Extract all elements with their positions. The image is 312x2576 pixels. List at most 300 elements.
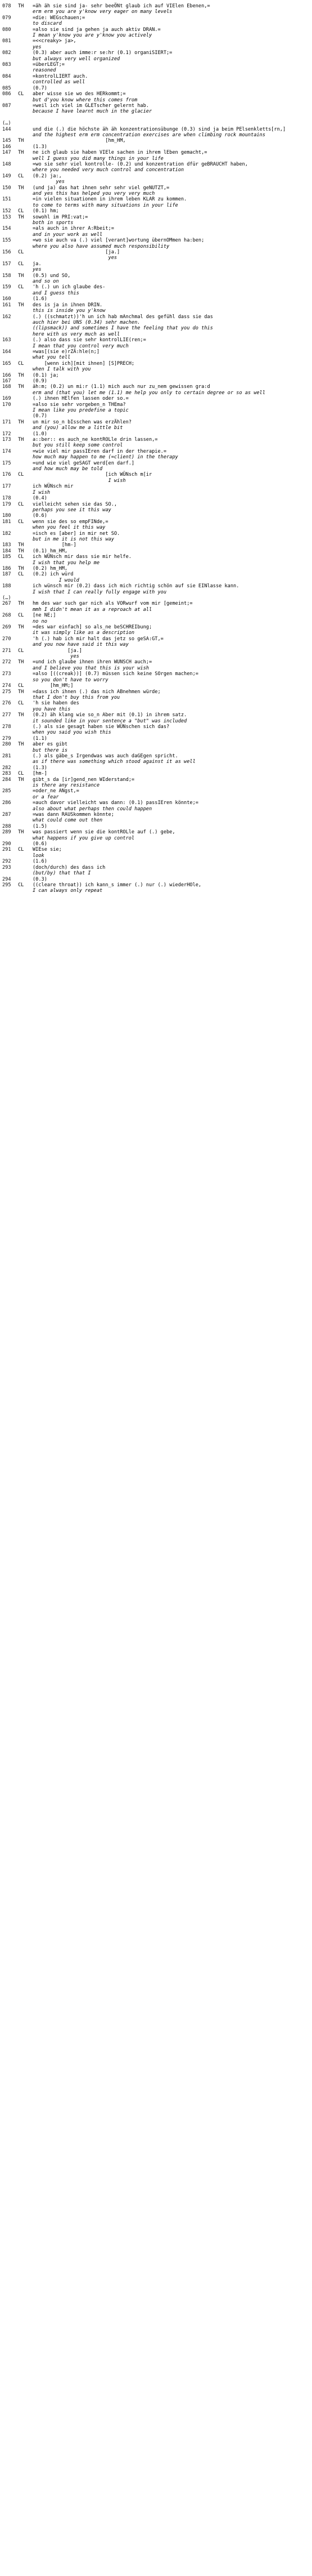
utterance-line (2, 74, 312, 79)
line-number: 276 (2, 700, 11, 707)
translation-line (2, 888, 312, 894)
translation-line (2, 730, 312, 735)
speaker-label: CL (18, 572, 24, 578)
speaker-label: TH (18, 548, 24, 554)
translation-line (2, 654, 312, 659)
utterance-text: (1.5) (33, 823, 47, 829)
utterance-line (2, 847, 312, 852)
line-number: 086 (2, 91, 11, 97)
line-number: 179 (2, 501, 11, 507)
line-number: 281 (2, 753, 11, 759)
utterance-text: =isch es [aber] in mir net SO. (33, 530, 120, 537)
utterance-line (2, 261, 312, 267)
utterance-line (2, 683, 312, 689)
utterance-text: ich wünsch mir (0.2) dass ich mich richtig schön auf sie EINlasse kann. (33, 583, 239, 590)
translation-text: I can always only repeat (33, 888, 103, 894)
speaker-label: TH (18, 302, 24, 308)
translation-text: where you also have assumed much responsibility (33, 243, 170, 249)
translation-line (2, 578, 312, 583)
translation-line (2, 677, 312, 683)
line-number: 169 (2, 396, 11, 402)
translation-line (2, 291, 312, 296)
utterance-text: [ich WÜNsch m[ir (33, 472, 152, 478)
utterance-line (2, 185, 312, 191)
translation-line (2, 466, 312, 472)
line-number: 288 (2, 823, 11, 829)
translation-line (2, 443, 312, 448)
line-number: (…) (2, 595, 11, 601)
utterance-line (2, 284, 312, 290)
speaker-label: CL (18, 208, 24, 215)
translation-text: or a fear (33, 794, 59, 800)
speaker-label: TH (18, 776, 24, 783)
line-number: 289 (2, 829, 11, 836)
utterance-line (2, 103, 312, 109)
translation-line (2, 490, 312, 495)
utterance-line (2, 502, 312, 507)
translation-text: you have this (33, 706, 71, 712)
line-number: 180 (2, 513, 11, 519)
speaker-label: TH (18, 3, 24, 9)
utterance-line (2, 91, 312, 97)
translation-line (2, 44, 312, 50)
utterance-line (2, 314, 312, 320)
translation-text: both in sports (33, 220, 74, 226)
utterance-text: =überLEGT;= (33, 62, 65, 68)
utterance-text: =also [((creak))] (0.7) müssen sich keine SOrgen machen;= (33, 671, 198, 677)
translation-text: and how much may be told (33, 466, 103, 472)
translation-text: (but/by) that that I (33, 870, 91, 877)
translation-line (2, 79, 312, 85)
utterance-text: =die: WEGschauen;= (33, 15, 85, 21)
speaker-label: CL (18, 648, 24, 654)
translation-line (2, 783, 312, 788)
translation-line (2, 220, 312, 226)
speaker-label: TH (18, 150, 24, 156)
translation-text: but always very well organized (33, 56, 120, 62)
utterance-text: (1.0) (33, 431, 47, 437)
utterance-text: (1.6) (33, 859, 47, 865)
speaker-label: CL (18, 519, 24, 525)
translation-text: controlled as well (33, 79, 85, 86)
utterance-line (2, 659, 312, 665)
utterance-text: was passiert wenn sie die kontROLle auf (.) gebe, (33, 829, 175, 836)
line-number: 152 (2, 208, 11, 215)
translation-line (2, 232, 312, 238)
speaker-label: CL (18, 554, 24, 560)
utterance-text: ((cleare throat)) ich kann_s immer (.) nur (.) wiederHOle, (33, 882, 202, 888)
speaker-label: CL (18, 284, 24, 291)
line-number: 290 (2, 841, 11, 847)
utterance-text: aber wisse sie wo des HERkommt;= (33, 91, 126, 97)
utterance-text: [hm_HM, (33, 138, 126, 144)
speaker-label: CL (18, 501, 24, 507)
utterance-line (2, 595, 312, 601)
utterance-text: 'h (.) hab ich mir halt das jetz so geSA:GT,= (33, 636, 164, 642)
translation-line (2, 308, 312, 314)
line-number: 292 (2, 859, 11, 865)
utterance-text: =was dann RAUSkommen könnte; (33, 812, 114, 818)
line-number: 277 (2, 712, 11, 718)
line-number: 167 (2, 378, 11, 384)
utterance-text: ja. (33, 261, 42, 267)
utterance-text: ich WÜNsch mir dass sie mir helfe. (33, 554, 132, 560)
utterance-text: (.) ihnen HElfen lassen oder so.= (33, 396, 129, 402)
line-number: 147 (2, 150, 11, 156)
translation-text: no no (33, 618, 47, 624)
utterance-text: (0.7) (33, 413, 47, 419)
utterance-line (2, 62, 312, 68)
translation-line (2, 707, 312, 712)
utterance-text: (0.3) (33, 876, 47, 882)
utterance-text: aber es gibt (33, 742, 68, 748)
utterance-text: (und ja) das hat ihnen sehr sehr viel geNUTZT,= (33, 185, 170, 191)
translation-line (2, 759, 312, 765)
utterance-text: (.) also dass sie sehr kontrolLIE(ren;= (33, 337, 146, 343)
utterance-text: =dass ich ihnen (.) das nich ABnehmen würde; (33, 689, 161, 695)
speaker-label: TH (18, 624, 24, 631)
utterance-text: (0.7) (33, 85, 47, 91)
translation-line (2, 478, 312, 484)
translation-line (2, 560, 312, 566)
line-number: 078 (2, 3, 11, 9)
line-number: 153 (2, 214, 11, 220)
line-number: 163 (2, 337, 11, 343)
line-number: 082 (2, 50, 11, 56)
line-number: 150 (2, 185, 11, 191)
line-number: 160 (2, 296, 11, 302)
utterance-text: =kontrolLIERT auch. (33, 73, 88, 79)
translation-line (2, 390, 312, 396)
utterance-line (2, 572, 312, 577)
utterance-text: wenn sie des so empFINde,= (33, 519, 108, 525)
utterance-text: (0.2) hm_HM, (33, 565, 68, 572)
translation-line (2, 525, 312, 530)
translation-text: yes (33, 654, 79, 660)
utterance-text: hm des war such gar nich als VORwurf vom mir [gemeint;= (33, 601, 193, 607)
utterance-text: =weil ich viel im GLETscher gelernt hab. (33, 102, 149, 109)
utterance-text: un mir so_n bIsschen was erzÄhlen? (33, 419, 132, 425)
speaker-label: TH (18, 712, 24, 718)
translation-text: it sounded like in your sentence a "but" was included (33, 718, 187, 724)
line-number: 149 (2, 173, 11, 179)
translation-text: and in your work as well (33, 231, 103, 238)
line-number: 295 (2, 882, 11, 888)
translation-text: I wish (33, 477, 126, 484)
utterance-line (2, 86, 312, 91)
utterance-line (2, 495, 312, 501)
utterance-line (2, 724, 312, 730)
utterance-text: (0.9) (33, 378, 47, 384)
utterance-text: [ne NE;] (33, 613, 56, 619)
translation-text: and you now have said it this way (33, 642, 129, 648)
speaker-label: TH (18, 384, 24, 390)
line-number: 178 (2, 495, 11, 502)
translation-line (2, 320, 312, 325)
speaker-label: TH (18, 372, 24, 378)
line-number: 279 (2, 735, 11, 742)
translation-text: yes (33, 255, 117, 261)
utterance-line (2, 648, 312, 654)
translation-line (2, 56, 312, 62)
speaker-label: TH (18, 437, 24, 443)
section-gap (2, 115, 312, 120)
line-number: 278 (2, 724, 11, 730)
utterance-text: (0.4) (33, 495, 47, 502)
translation-text: to come to terms with many situations in your life (33, 202, 178, 208)
speaker-label: TH (18, 565, 24, 572)
utterance-text: (1.1) (33, 735, 47, 742)
utterance-text: sowohl im PRI:vat;= (33, 214, 88, 220)
utterance-text: (1.3) (33, 144, 47, 150)
translation-text: and the highest erm erm concentration exercises are when climbing rock mountains (33, 132, 265, 138)
utterance-line (2, 736, 312, 742)
line-number: 286 (2, 800, 11, 806)
speaker-label: TH (18, 829, 24, 836)
utterance-line (2, 144, 312, 150)
translation-text: because I have learnt much in the glacier (33, 109, 152, 115)
utterance-line (2, 419, 312, 425)
line-number: 294 (2, 876, 11, 882)
translation-text: I would (33, 577, 79, 583)
speaker-label: TH (18, 542, 24, 548)
utterance-text: =des war einfach] so als_ne beSCHREIbung; (33, 624, 152, 631)
utterance-text: =und ich glaube ihnen ihren WUNSCH auch;= (33, 659, 152, 666)
utterance-text: =wo sie sehr viel kontrolle- (0.2) und konzentration dfür geBRAUCHT haben, (33, 161, 248, 167)
translation-line (2, 425, 312, 431)
utterance-text: [ja.] (33, 249, 120, 256)
utterance-text: =als auch in ihrer A:Rbeit;= (33, 226, 114, 232)
translation-text: so you don't have to worry (33, 677, 108, 683)
translation-text: and so on (33, 279, 59, 285)
translation-line (2, 870, 312, 876)
utterance-line (2, 127, 312, 132)
translation-line (2, 255, 312, 261)
line-number: 291 (2, 847, 11, 853)
translation-line (2, 325, 312, 331)
line-number: 181 (2, 519, 11, 525)
translation-text: how much may happen to me (=client) in the therapy (33, 454, 178, 461)
translation-text: but d'you know where this comes from (33, 97, 138, 103)
translation-line (2, 590, 312, 595)
utterance-line (2, 150, 312, 155)
speaker-label: CL (18, 882, 24, 888)
line-number: 174 (2, 448, 11, 454)
utterance-line (2, 788, 312, 794)
line-number: 144 (2, 126, 11, 132)
translation-text: erm erm you are y'know very eager on many levels (33, 9, 173, 15)
line-number: 173 (2, 437, 11, 443)
utterance-text: (0.6) (33, 841, 47, 847)
utterance-text: (doch/durch) des dass ich (33, 864, 106, 870)
utterance-line (2, 742, 312, 747)
translation-text: I wish that you help me (33, 560, 100, 566)
line-number: 087 (2, 102, 11, 109)
utterance-line (2, 215, 312, 220)
utterance-line (2, 349, 312, 355)
line-number: 177 (2, 484, 11, 490)
translation-text: yes (33, 44, 42, 50)
line-number: 176 (2, 472, 11, 478)
line-number: 155 (2, 238, 11, 244)
utterance-text: (1.3) (33, 765, 47, 771)
utterance-line (2, 800, 312, 806)
translation-text: ((lipsmack)) and sometimes I have the feeling that you do this (33, 325, 213, 332)
line-number: 079 (2, 15, 11, 21)
translation-line (2, 9, 312, 15)
line-number: 182 (2, 530, 11, 537)
translation-text: what happens if you give up control (33, 835, 135, 841)
utterance-line (2, 636, 312, 642)
utterance-text: (1.6) (33, 296, 47, 302)
translation-line (2, 666, 312, 671)
line-number: 161 (2, 302, 11, 308)
translation-text: well I guess you did many things in your life (33, 155, 164, 162)
speaker-label: CL (18, 613, 24, 619)
utterance-line (2, 461, 312, 466)
translation-text: yes (33, 179, 65, 185)
line-number: 171 (2, 419, 11, 425)
line-number: 166 (2, 372, 11, 378)
line-number: 274 (2, 683, 11, 689)
utterance-text: a::ber:: es auch_ne kontROLle drin lassen,= (33, 437, 158, 443)
translation-line (2, 97, 312, 103)
utterance-text: WIEse sie; (33, 847, 62, 853)
utterance-line (2, 712, 312, 718)
translation-line (2, 367, 312, 372)
utterance-text: 'h (.) un ich glaube des- (33, 284, 106, 291)
utterance-text: 'h sie haben des (33, 700, 79, 707)
speaker-label: CL (18, 771, 24, 777)
utterance-line (2, 824, 312, 829)
speaker-label: TH (18, 214, 24, 220)
line-number: 293 (2, 864, 11, 870)
translation-text: but you still keep some control (33, 443, 123, 449)
utterance-text: (0.1) hm_HM, (33, 548, 68, 554)
translation-text: when you said you wish this (33, 730, 111, 736)
line-number: 164 (2, 349, 11, 355)
utterance-text: =oder_ne ANgst,= (33, 788, 79, 794)
translation-line (2, 279, 312, 284)
line-number: 186 (2, 565, 11, 572)
utterance-line (2, 484, 312, 489)
utterance-line (2, 548, 312, 554)
line-number: 084 (2, 73, 11, 79)
translation-line (2, 695, 312, 700)
utterance-text: des is ja in ihnen DRIN. (33, 302, 103, 308)
line-number: 185 (2, 554, 11, 560)
translation-line (2, 244, 312, 249)
translation-text: also about what perhaps then could happen (33, 806, 152, 812)
line-number: 283 (2, 771, 11, 777)
translation-line (2, 619, 312, 624)
utterance-line (2, 449, 312, 454)
utterance-line (2, 302, 312, 308)
utterance-line (2, 138, 312, 144)
line-number: 157 (2, 261, 11, 267)
utterance-line (2, 38, 312, 44)
line-number: 267 (2, 601, 11, 607)
line-number: 172 (2, 431, 11, 437)
utterance-line (2, 859, 312, 864)
translation-line (2, 191, 312, 197)
utterance-line (2, 373, 312, 378)
translation-text: and (you) allow me a little bit (33, 425, 123, 431)
utterance-text: =wie viel mir passIEren darf in der therapie.= (33, 448, 166, 454)
translation-line (2, 355, 312, 360)
utterance-line (2, 162, 312, 167)
translation-line (2, 853, 312, 859)
line-number: 085 (2, 85, 11, 91)
speaker-label: TH (18, 138, 24, 144)
utterance-text: =auch davor vielleicht was dann: (0.1) passIEren könnte;= (33, 800, 198, 806)
line-number: 146 (2, 144, 11, 150)
translation-line (2, 343, 312, 349)
utterance-line (2, 15, 312, 21)
utterance-line (2, 583, 312, 589)
translation-line (2, 21, 312, 26)
utterance-line (2, 566, 312, 572)
utterance-text: (0.1) ja; (33, 372, 59, 378)
speaker-label: CL (18, 249, 24, 256)
translation-text: reasoned (33, 68, 56, 74)
utterance-line (2, 402, 312, 408)
line-number: 269 (2, 624, 11, 631)
utterance-text: (0.3) aber auch imme:r se:hr (0.1) organiSIERT;= (33, 50, 173, 56)
utterance-line (2, 431, 312, 437)
utterance-line (2, 3, 312, 9)
utterance-line (2, 472, 312, 477)
utterance-text: ne ich glaub sie haben VIEle sachen in ihrem lEben gemacht,= (33, 150, 207, 156)
line-number: 162 (2, 314, 11, 320)
translation-line (2, 507, 312, 513)
line-number: 158 (2, 273, 11, 279)
line-number: 183 (2, 542, 11, 548)
utterance-text: äh:m; (0.2) un mi:r (1.1) mich auch nur zu_nem gewissen gra:d (33, 384, 210, 390)
line-number: 285 (2, 788, 11, 794)
line-number: 154 (2, 226, 11, 232)
utterance-text: [hm-] (33, 542, 76, 548)
line-number: 145 (2, 138, 11, 144)
utterance-line (2, 624, 312, 630)
translation-line (2, 718, 312, 724)
translation-line (2, 167, 312, 173)
utterance-line (2, 841, 312, 847)
utterance-text: [hm-] (33, 771, 47, 777)
translation-text: erm and (that you) let me (1.1) me help you only to certain degree or so as well (33, 390, 265, 396)
translation-line (2, 642, 312, 648)
translation-line (2, 332, 312, 337)
translation-text: yes (33, 267, 42, 273)
translation-line (2, 267, 312, 273)
speaker-label: TH (18, 742, 24, 748)
translation-line (2, 836, 312, 841)
utterance-text: [hm_HM;] (33, 683, 74, 689)
translation-line (2, 156, 312, 162)
translation-text: and I guess this (33, 290, 79, 296)
translation-text: when I talk with you (33, 367, 91, 373)
utterance-text: =<<creaky> ja>, (33, 38, 76, 44)
line-number: 271 (2, 648, 11, 654)
translation-text: mmh I didn't mean it as a reproach at all (33, 606, 152, 613)
translation-line (2, 179, 312, 185)
utterance-line (2, 531, 312, 537)
translation-text: auch hier bei UNS (0.34) sehr machen. (33, 319, 141, 325)
utterance-text: (0.2) ja:, (33, 173, 62, 179)
translation-line (2, 794, 312, 800)
translation-text: and I believe you that this is your wish (33, 665, 149, 671)
line-number: 188 (2, 583, 11, 590)
